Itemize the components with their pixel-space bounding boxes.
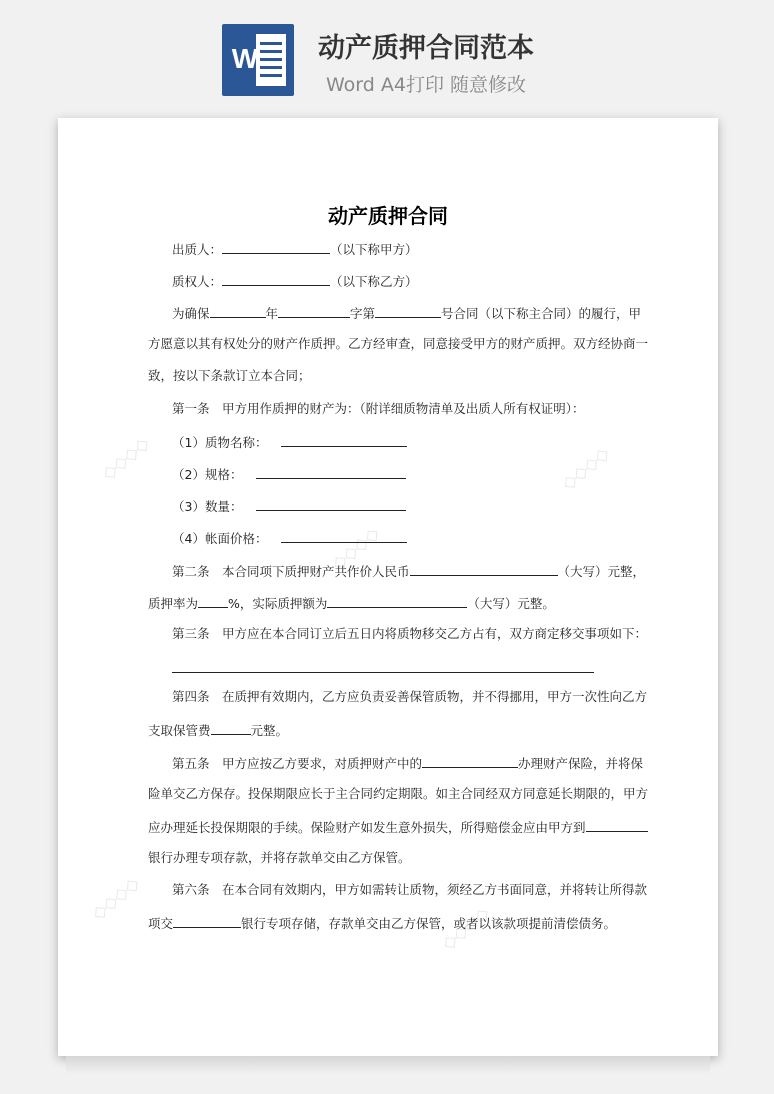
article-5-line-2: 险单交乙方保存。投保期限应长于主合同约定期限。如主合同经双方同意延长期限的，甲方 bbox=[148, 786, 649, 801]
pledgor-label: 出质人： bbox=[172, 242, 223, 257]
bank-blank[interactable] bbox=[586, 818, 648, 832]
word-icon bbox=[222, 24, 294, 96]
pledge-amount-blank[interactable] bbox=[327, 594, 467, 608]
item-label: （2）规格： bbox=[172, 467, 243, 482]
text: 支取保管费 bbox=[148, 723, 211, 738]
watermark: ◇◇◇◇ bbox=[557, 442, 614, 495]
document-title: 动产质押合同 bbox=[328, 204, 448, 228]
item-label: （1）质物名称： bbox=[172, 435, 268, 450]
pledgor-note: （以下称甲方） bbox=[330, 242, 418, 257]
text: 为确保 bbox=[172, 306, 210, 321]
article-2-line-2 bbox=[148, 594, 555, 612]
pledgee-blank[interactable] bbox=[222, 272, 330, 286]
article-1: 第一条 甲方用作质押的财产为：（附详细质物清单及出质人所有权证明）： bbox=[172, 401, 585, 416]
item-2-blank[interactable] bbox=[256, 465, 406, 479]
text: 号合同（以下称主合同）的履行，甲 bbox=[441, 306, 642, 321]
watermark: ◇◇◇◇ bbox=[437, 902, 494, 955]
word-letter: W bbox=[231, 43, 259, 74]
paragraph-1-line-3: 致，按以下条款订立本合同； bbox=[148, 368, 311, 383]
amount-blank[interactable] bbox=[410, 562, 558, 576]
pledgee-note: （以下称乙方） bbox=[330, 274, 418, 289]
paragraph-1-line-2: 方愿意以其有权处分的财产作质押。乙方经审查，同意接受甲方的财产质押。双方经协商一 bbox=[148, 336, 649, 351]
item-label: （4）帐面价格： bbox=[172, 531, 268, 546]
article-2-line-1 bbox=[172, 562, 645, 580]
page-shadow bbox=[66, 1056, 710, 1074]
document-sheet bbox=[256, 34, 286, 86]
pledgor-line bbox=[172, 240, 418, 258]
text: 项交 bbox=[148, 916, 174, 931]
item-label: （3）数量： bbox=[172, 499, 243, 514]
article-6-line-1: 第六条 在本合同有效期内，甲方如需转让质物，须经乙方书面同意，并将转让所得款 bbox=[172, 882, 648, 897]
fee-blank[interactable] bbox=[211, 721, 251, 735]
pledgee-line bbox=[172, 272, 418, 290]
watermark: ◇◇◇◇ bbox=[87, 872, 144, 925]
item-4 bbox=[172, 529, 407, 547]
insured-property-blank[interactable] bbox=[422, 754, 518, 768]
header-title: 动产质押合同范本 bbox=[318, 33, 534, 64]
article-3: 第三条 甲方应在本合同订立后五日内将质物移交乙方占有，双方商定移交事项如下： bbox=[172, 626, 648, 641]
text: 字第 bbox=[350, 306, 376, 321]
rate-blank[interactable] bbox=[198, 594, 228, 608]
text: 质押率为 bbox=[148, 596, 199, 611]
pledgor-blank[interactable] bbox=[222, 240, 330, 254]
article-5-line-3 bbox=[148, 818, 648, 836]
text: 第五条 甲方应按乙方要求，对质押财产中的 bbox=[172, 756, 423, 771]
header-subtitle: Word A4打印 随意修改 bbox=[326, 74, 527, 96]
handover-blank-line[interactable] bbox=[172, 672, 594, 673]
pledgee-label: 质权人： bbox=[172, 274, 223, 289]
watermark: ◇◇◇◇ bbox=[97, 432, 154, 485]
text: 办理财产保险，并将保 bbox=[518, 756, 644, 771]
item-2 bbox=[172, 465, 406, 483]
article-5-line-4: 银行办理专项存款，并将存款单交由乙方保管。 bbox=[148, 850, 411, 865]
item-3 bbox=[172, 497, 406, 515]
text: 元整。 bbox=[250, 723, 289, 738]
article-5-line-1 bbox=[172, 754, 643, 772]
document-page bbox=[58, 118, 718, 1056]
text: %，实际质押额为 bbox=[228, 596, 328, 611]
text: 应办理延长投保期限的手续。保险财产如发生意外损失，所得赔偿金应由甲方到 bbox=[148, 820, 586, 835]
item-1 bbox=[172, 433, 407, 451]
article-6-line-2 bbox=[148, 914, 616, 932]
year-blank[interactable] bbox=[210, 304, 266, 318]
text: 年 bbox=[265, 306, 279, 321]
article-4-line-2 bbox=[148, 721, 288, 739]
text: （大写）元整， bbox=[557, 564, 646, 579]
number-blank[interactable] bbox=[375, 304, 441, 318]
item-4-blank[interactable] bbox=[281, 529, 407, 543]
paragraph-1-line-1 bbox=[172, 304, 641, 322]
text: 第二条 本合同项下质押财产共作价人民币 bbox=[172, 564, 410, 579]
watermark: ◇◇◇◇ bbox=[327, 522, 384, 575]
item-3-blank[interactable] bbox=[256, 497, 406, 511]
preview-header bbox=[0, 0, 774, 110]
prefix-blank[interactable] bbox=[278, 304, 350, 318]
deposit-bank-blank[interactable] bbox=[173, 914, 241, 928]
article-4-line-1: 第四条 在质押有效期内，乙方应负责妥善保管质物，并不得挪用，甲方一次性向乙方 bbox=[172, 689, 648, 704]
item-1-blank[interactable] bbox=[281, 433, 407, 447]
text: （大写）元整。 bbox=[467, 596, 555, 611]
text: 银行专项存储，存款单交由乙方保管，或者以该款项提前清偿债务。 bbox=[241, 916, 617, 931]
